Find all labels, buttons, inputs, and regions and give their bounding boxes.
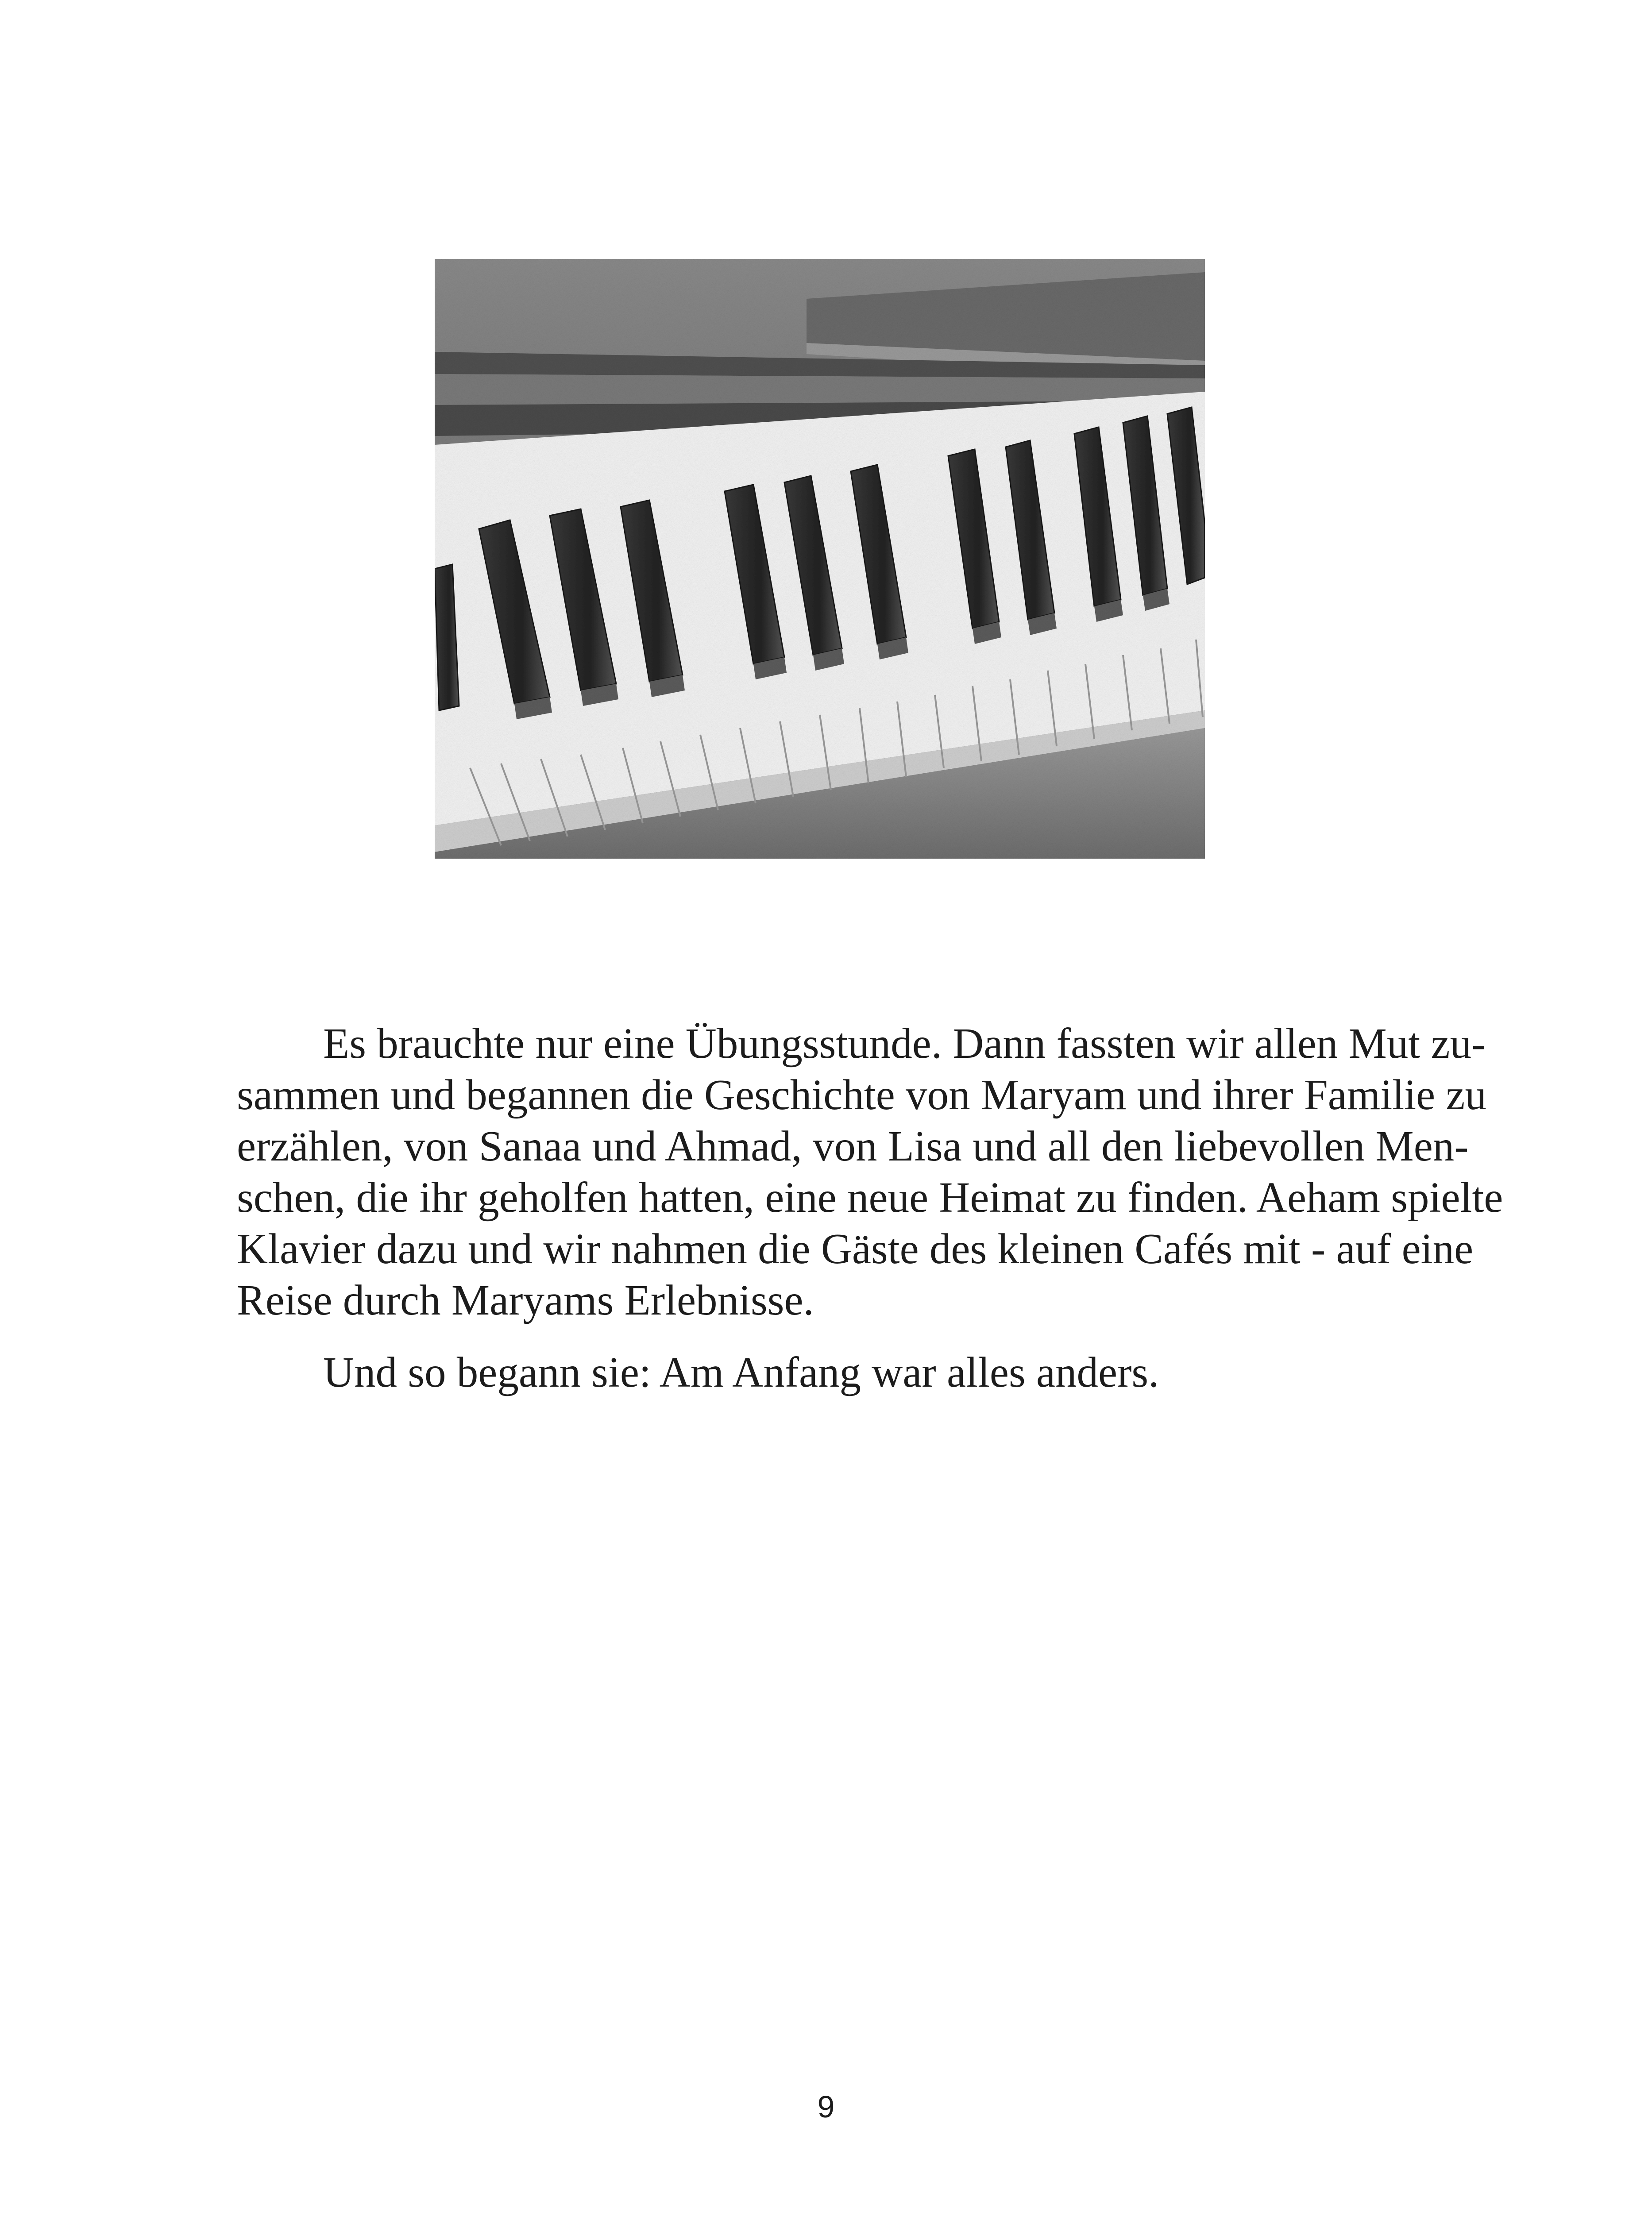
paragraph-gap [237,1326,1397,1347]
paragraph-1-line-5: Klavier dazu und wir nahmen die Gäste des kleinen Cafés mit - auf eine [237,1225,1474,1272]
paragraph-1-line-4: schen, die ihr geholfen hatten, eine neue Heimat zu finden. Aeham spielte [237,1174,1503,1221]
paragraph-1-line-1: Es brauchte nur eine Übungsstunde. Dann fassten wir allen Mut zu- [323,1020,1486,1067]
page-number: 9 [817,2090,835,2124]
paragraph-1-line-2: sammen und begannen die Geschichte von Maryam und ihrer Familie zu [237,1071,1486,1118]
paragraph-1-line-3: erzählen, von Sanaa und Ahmad, von Lisa und all den liebevollen Men- [237,1122,1469,1170]
piano-drawing [435,259,1205,859]
paragraph-2-line-1: Und so begann sie: Am Anfang war alles anders. [323,1349,1159,1396]
story-text [237,1018,1503,1398]
paragraph-1-line-6: Reise durch Maryams Erlebnisse. [237,1276,814,1324]
piano-keys-illustration [435,259,1205,859]
